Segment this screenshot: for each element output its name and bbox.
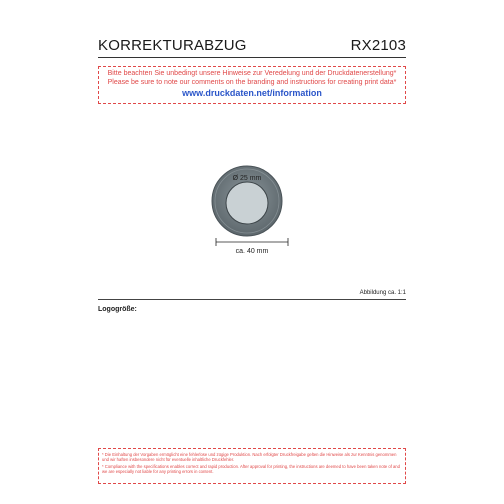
notice-text-de: Bitte beachten Sie unbedingt unsere Hinweise zur Veredelung und der Druckdatenerstellung* [107,70,397,77]
article-number: RX2103 [350,37,406,54]
footer-disclaimer [98,448,406,484]
page-title: KORREKTURABZUG [98,37,247,54]
header-divider [98,57,406,58]
logo-size-label: Logogröße: [98,306,137,313]
print-area-circle [226,182,268,224]
section-divider [98,299,406,300]
disclaimer-de: * Die Einhaltung der Vorgaben ermöglicht eine fehlerlose und zügige Produktion. Nach erfolgter Druckfreigabe gelten die Hinweise als zur Kenntnis genommen und wir haften insbesondere nicht für eventuelle inhaltliche Druckfehler. [102,452,397,463]
print-data-notice [98,66,406,104]
product-drawing [200,158,310,258]
disclaimer-en: * Compliance with the specifications enables correct and rapid production. After approval for printing, the instructions are deemed to have been taken note of and we are especially not liable for any printing errors in content. [102,464,400,475]
scale-label: Abbildung ca. 1:1 [359,290,406,296]
product-artwork [200,158,310,258]
inner-diameter-label: Ø 25 mm [232,175,262,182]
notice-text-en: Please be sure to note our comments on the branding and instructions for creating print data* [107,79,397,86]
width-dimension-label: ca. 40 mm [235,248,269,255]
print-data-link[interactable]: www.druckdaten.net/information [182,88,322,98]
